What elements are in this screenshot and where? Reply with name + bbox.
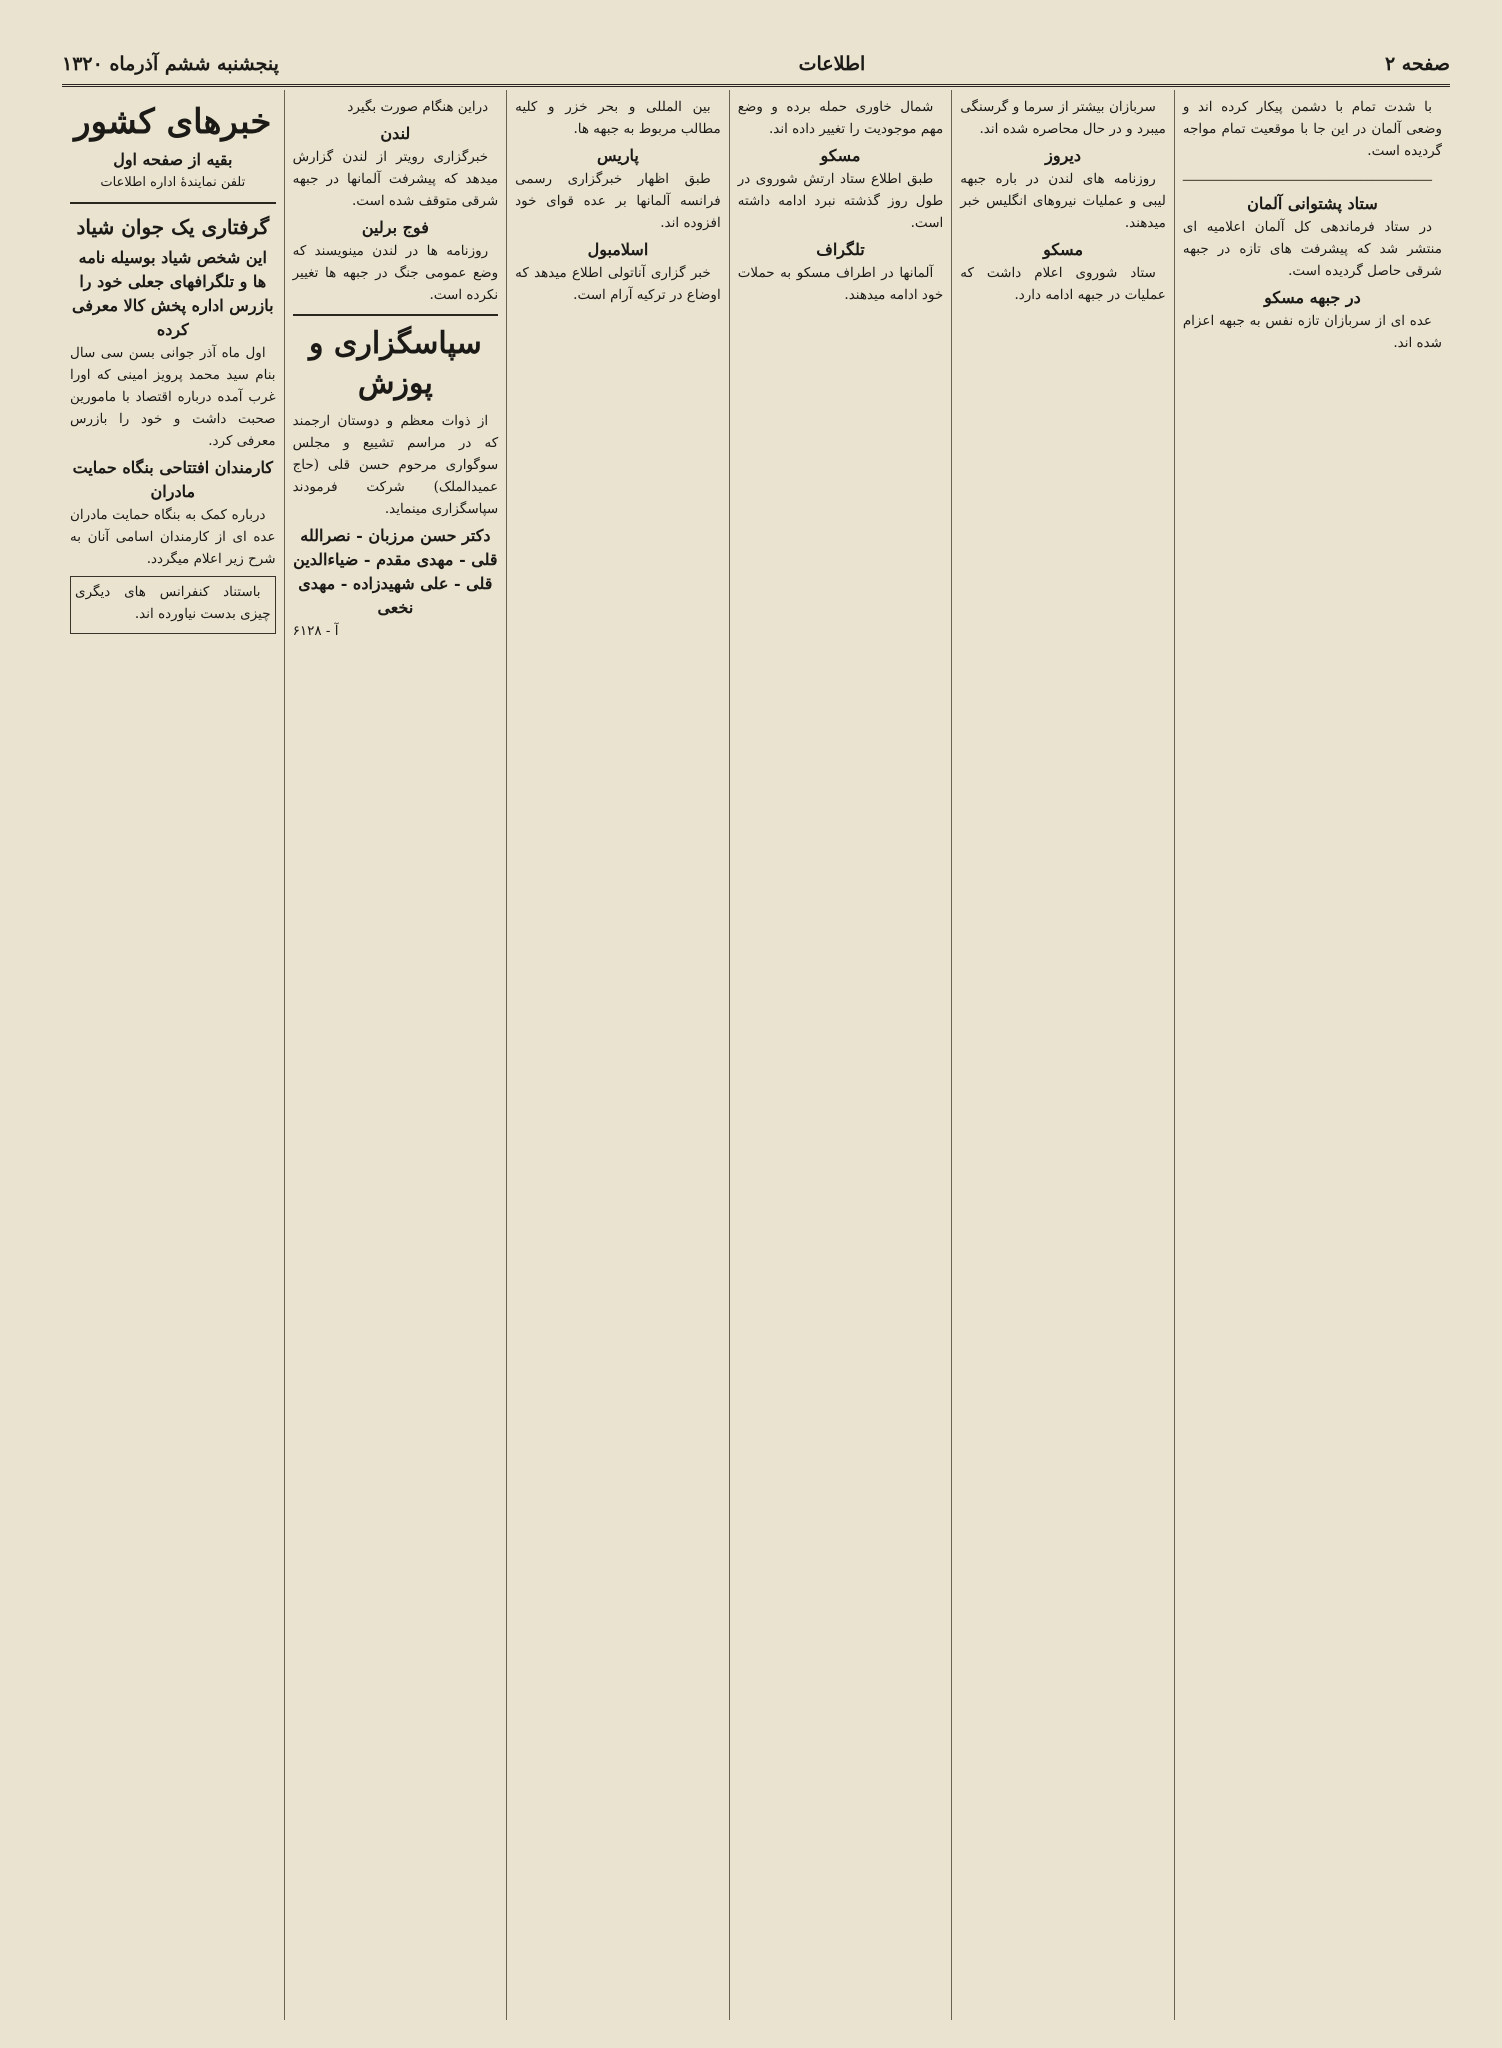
issue-date: پنجشنبه ششم آذرماه ۱۳۲۰ xyxy=(62,53,279,75)
column-5 xyxy=(951,90,1174,2020)
column-6 xyxy=(1174,90,1450,2020)
col1-text-a: اول ماه آذر جوانی بسن سی سال بنام سید محمد پرویز امینی که اورا غرب آمده درباره اقتصاد با مامورین صحبت داشت و خود را بازرس معرفی کرد. xyxy=(70,345,276,449)
col6-section-1: ستاد پشتوانی آلمان xyxy=(1247,194,1378,213)
col6-text-b: در ستاد فرماندهی کل آلمان اعلامیه ای منتشر شد که پیشرفت های تازه در جبهه شرقی حاصل گردیده است. xyxy=(1182,219,1442,279)
col1-section-title: کارمندان افتتاحی بنگاه حمایت مادران xyxy=(72,458,273,501)
col6-text-c: عده ای از سربازان تازه نفس به جبهه اعزام شده اند. xyxy=(1182,313,1442,351)
column-grid xyxy=(62,90,1450,2020)
col3-text-a: بین المللی و بحر خزر و کلیه مطالب مربوط به جبهه ها. xyxy=(515,99,721,137)
col2-section-1: لندن xyxy=(380,124,411,143)
col1-continued: بقیه از صفحه اول xyxy=(113,150,233,169)
col3-section-1: پاریس xyxy=(596,146,639,165)
col4-section-2: تلگراف xyxy=(816,240,865,259)
col3-section-2: اسلامبول xyxy=(587,240,649,259)
col1-box-text: باستناد کنفرانس های دیگری چیزی بدست نیاورده اند. xyxy=(75,584,271,622)
col2-text-c: روزنامه ها در لندن مینویسند که وضع عمومی جنگ در جبهه ها تغییر نکرده است. xyxy=(292,243,499,303)
col5-text-b: روزنامه های لندن در باره جبهه لیبی و عملیات نیروهای انگلیس خبر میدهند. xyxy=(960,171,1166,231)
col3-text-b: طبق اظهار خبرگزاری رسمی فرانسه آلمانها بر عده قوای خود افزوده اند. xyxy=(515,171,721,231)
col1-telephone-note: تلفن نمایندهٔ اداره اطلاعات xyxy=(100,175,246,190)
col5-section-1: دیروز xyxy=(1045,146,1081,165)
col1-heading: خبرهای کشور xyxy=(74,102,272,142)
col5-text-c: ستاد شوروی اعلام داشت که عملیات در جبهه ادامه دارد. xyxy=(960,265,1166,303)
col6-filler-1: ـــــــــــــــــــــــــــــــــــــــــــــــــــــــــــــــ xyxy=(1182,169,1432,185)
column-1 xyxy=(62,90,284,2020)
page-label: صفحه ۲ xyxy=(1384,53,1450,75)
col1-box xyxy=(70,576,276,634)
column-4 xyxy=(729,90,952,2020)
col1-rule-1 xyxy=(70,202,276,204)
col1-text-b: درباره کمک به بنگاه حمایت مادران عده ای از کارمندان اسامی آنان به شرح زیر اعلام میگردد. xyxy=(70,507,276,567)
col4-text-b: طبق اطلاع ستاد ارتش شوروی در طول روز گذشته نبرد ادامه داشته است. xyxy=(737,171,944,231)
col6-text-a: با شدت تمام با دشمن پیکار کرده اند و وضعی آلمان در این جا با موقعیت تمام مواجه گردیده است. xyxy=(1182,99,1442,159)
col4-text-a: شمال خاوری حمله برده و وضع مهم موجودیت را تغییر داده اند. xyxy=(737,99,944,137)
col2-text-b: خبرگزاری رویتر از لندن گزارش میدهد که پیشرفت آلمانها در جبهه شرقی متوقف شده است. xyxy=(292,149,499,209)
notice-code: آ - ۶۱۲۸ xyxy=(292,623,339,639)
col3-text-c: خبر گزاری آناتولی اطلاع میدهد که اوضاع در ترکیه آرام است. xyxy=(515,265,721,303)
col5-text-a: سربازان بیشتر از سرما و گرسنگی میبرد و در حال محاصره شده اند. xyxy=(960,99,1166,137)
masthead-bar xyxy=(62,44,1450,87)
col1-item-title: گرفتاری یک جوان شیاد xyxy=(76,215,270,239)
column-3 xyxy=(506,90,729,2020)
col6-section-2: در جبهه مسکو xyxy=(1264,288,1361,307)
notice-signature: دکتر حسن مرزبان - نصرالله قلی - مهدی مقدم - ضیاءالدین قلی - علی شهیدزاده - مهدی نخعی xyxy=(293,526,498,617)
col2-divider xyxy=(293,314,499,316)
col1-item-subtitle: این شخص شیاد بوسیله نامه ها و تلگرافهای جعلی خود را بازرس اداره پخش کالا معرفی کرده xyxy=(71,248,274,339)
col5-section-2: مسکو xyxy=(1043,240,1084,259)
col2-section-2: فوج برلین xyxy=(361,218,429,237)
notice-title: سپاسگزاری و پوزش xyxy=(308,326,482,401)
column-2 xyxy=(284,90,507,2020)
notice-body: از ذوات معظم و دوستان ارجمند که در مراسم تشییع و مجلس سوگواری مرحوم حسن قلی (حاج عمیدالملک) شرکت فرمودند سپاسگزاری مینماید. xyxy=(292,413,499,517)
col4-section-1: مسکو xyxy=(820,146,861,165)
col2-text-a: دراین هنگام صورت بگیرد xyxy=(347,99,489,115)
col4-text-c: آلمانها در اطراف مسکو به حملات خود ادامه میدهند. xyxy=(737,265,944,303)
paper-name: اطلاعات xyxy=(798,53,866,75)
